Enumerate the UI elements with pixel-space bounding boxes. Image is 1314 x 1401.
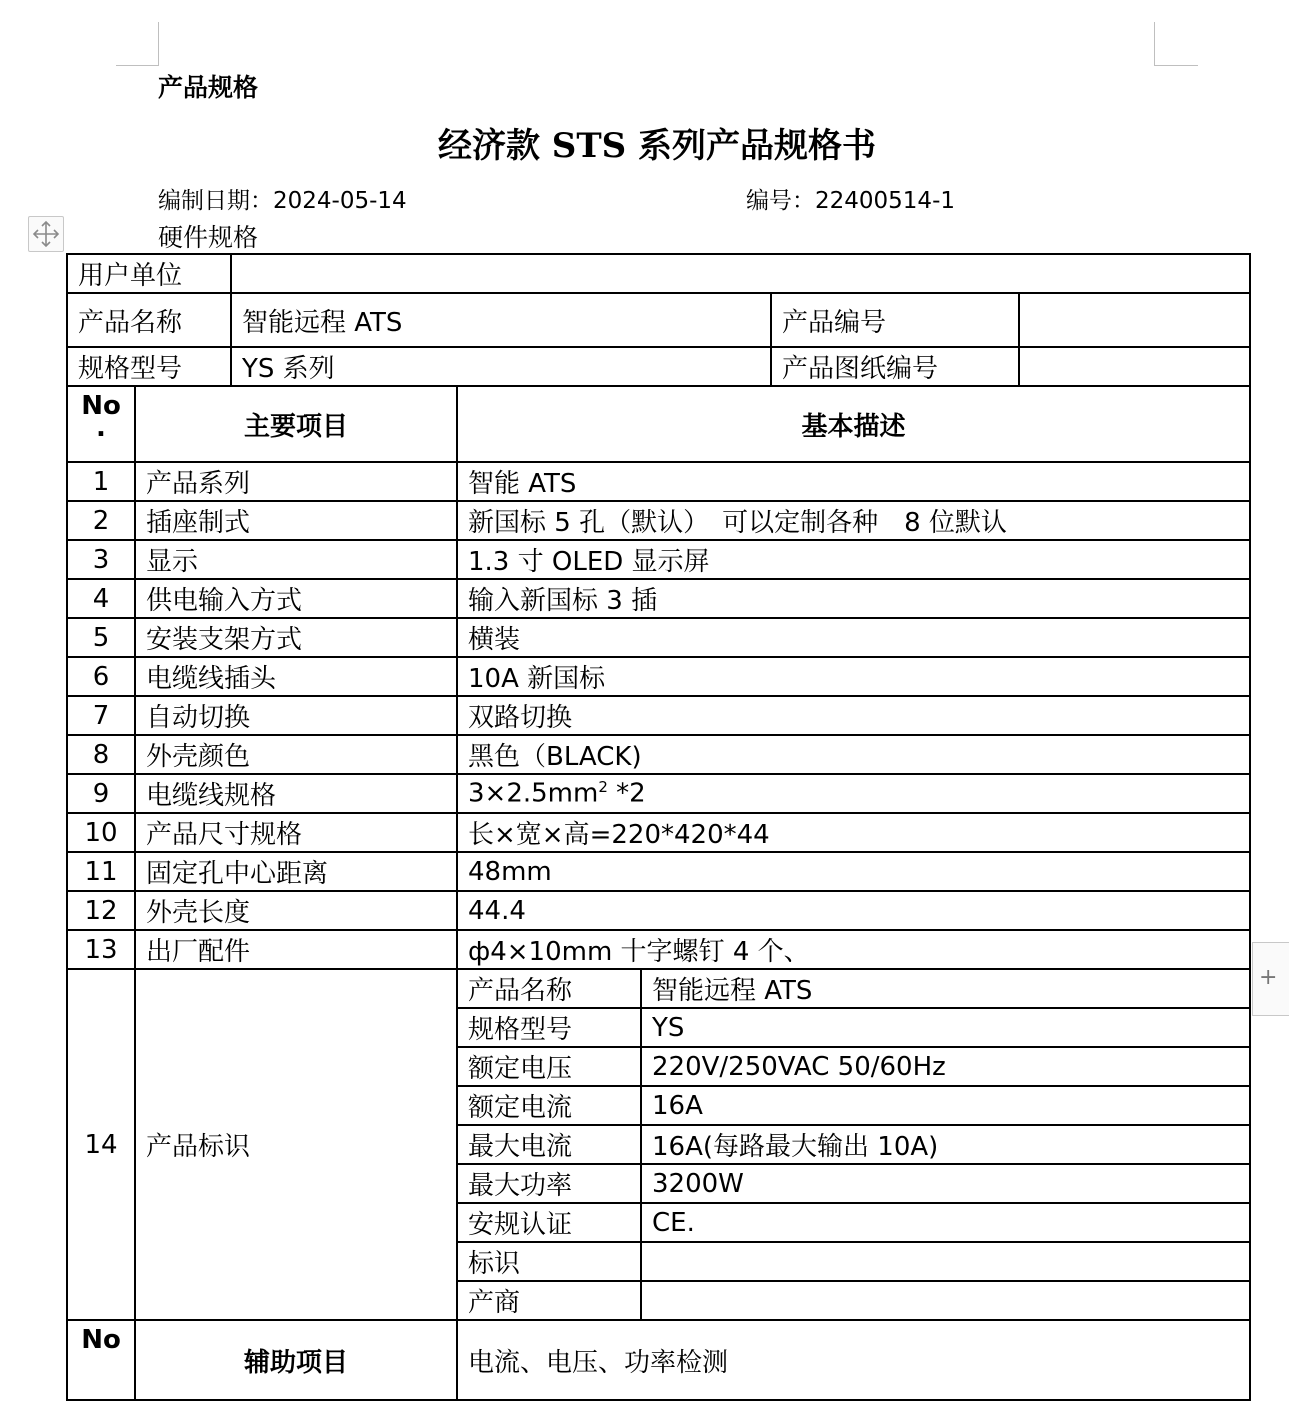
row-desc[interactable] — [457, 774, 1250, 813]
section-label: 产品规格 — [158, 73, 259, 102]
table-row — [67, 657, 1250, 696]
row-item: 产品标识 — [135, 969, 457, 1320]
label-field-value[interactable]: 16A(每路最大输出 10A) — [641, 1125, 1250, 1164]
row-item: 安装支架方式 — [135, 618, 457, 657]
col-header-no — [67, 386, 135, 462]
row-no: 3 — [67, 540, 135, 579]
label-field-row — [67, 969, 1250, 1008]
col-header-no-dot: . — [96, 413, 106, 443]
row-desc[interactable]: 黑色（BLACK) — [457, 735, 1250, 774]
product-info-table — [66, 253, 1251, 387]
compile-date: 编制日期：2024-05-14 — [158, 188, 407, 214]
row-desc[interactable]: 10A 新国标 — [457, 657, 1250, 696]
table-row — [67, 774, 1250, 813]
label-field-value[interactable]: 3200W — [641, 1164, 1250, 1203]
row-item: 产品系列 — [135, 462, 457, 501]
row-item: 自动切换 — [135, 696, 457, 735]
row-desc[interactable]: 长×宽×高=220*420*44 — [457, 813, 1250, 852]
page-corner-mark — [116, 65, 158, 66]
row-item: 电缆线插头 — [135, 657, 457, 696]
label-field-value[interactable]: YS — [641, 1008, 1250, 1047]
row-item: 电缆线规格 — [135, 774, 457, 813]
row-desc[interactable]: 新国标 5 孔（默认） 可以定制各种 8 位默认 — [457, 501, 1250, 540]
row-no: 1 — [67, 462, 135, 501]
hardware-spec-label: 硬件规格 — [158, 223, 259, 252]
plus-icon: + — [1259, 965, 1278, 990]
label-field-value[interactable]: 16A — [641, 1086, 1250, 1125]
row-desc[interactable]: 输入新国标 3 插 — [457, 579, 1250, 618]
row-item: 固定孔中心距离 — [135, 852, 457, 891]
row-desc[interactable]: 双路切换 — [457, 696, 1250, 735]
label-field-value[interactable] — [641, 1281, 1250, 1320]
table-row — [67, 579, 1250, 618]
model-value[interactable]: YS 系列 — [231, 347, 771, 386]
cable-spec-tail: *2 — [607, 778, 646, 809]
label-field-value[interactable]: CE. — [641, 1203, 1250, 1242]
row-item: 供电输入方式 — [135, 579, 457, 618]
aux-col-header-item: 辅助项目 — [135, 1320, 457, 1400]
row-no: 4 — [67, 579, 135, 618]
label-field-key: 产商 — [457, 1281, 641, 1320]
user-unit-label: 用户单位 — [67, 254, 231, 293]
row-desc[interactable]: 48mm — [457, 852, 1250, 891]
cable-spec-text: 3×2.5mm — [468, 778, 599, 809]
drawing-code-value[interactable] — [1019, 347, 1250, 386]
label-field-key: 额定电流 — [457, 1086, 641, 1125]
product-name-label: 产品名称 — [67, 293, 231, 347]
row-no: 10 — [67, 813, 135, 852]
table-row — [67, 696, 1250, 735]
table-row — [67, 540, 1250, 579]
page-corner-mark — [1154, 22, 1155, 66]
row-no: 6 — [67, 657, 135, 696]
label-field-key: 标识 — [457, 1242, 641, 1281]
label-field-key: 额定电压 — [457, 1047, 641, 1086]
row-item: 外壳颜色 — [135, 735, 457, 774]
model-label: 规格型号 — [67, 347, 231, 386]
row-item: 插座制式 — [135, 501, 457, 540]
label-field-key: 产品名称 — [457, 969, 641, 1008]
row-desc[interactable]: 智能 ATS — [457, 462, 1250, 501]
row-no: 9 — [67, 774, 135, 813]
page-corner-mark — [1154, 65, 1198, 66]
row-item: 出厂配件 — [135, 930, 457, 969]
row-no: 5 — [67, 618, 135, 657]
row-desc[interactable]: 44.4 — [457, 891, 1250, 930]
product-code-value[interactable] — [1019, 293, 1250, 347]
table-row — [67, 930, 1250, 969]
row-desc[interactable]: 横装 — [457, 618, 1250, 657]
table-row — [67, 813, 1250, 852]
row-item: 显示 — [135, 540, 457, 579]
row-desc[interactable]: 1.3 寸 OLED 显示屏 — [457, 540, 1250, 579]
row-no: 7 — [67, 696, 135, 735]
add-row-button[interactable] — [1252, 942, 1289, 1016]
row-no: 14 — [67, 969, 135, 1320]
row-no: 11 — [67, 852, 135, 891]
label-field-value[interactable]: 智能远程 ATS — [641, 969, 1250, 1008]
label-field-key: 最大电流 — [457, 1125, 641, 1164]
label-field-key: 安规认证 — [457, 1203, 641, 1242]
table-row — [67, 852, 1250, 891]
row-no: 12 — [67, 891, 135, 930]
col-header-desc: 基本描述 — [457, 386, 1250, 462]
move-icon — [29, 217, 63, 251]
table-row — [67, 618, 1250, 657]
label-field-value[interactable]: 220V/250VAC 50/60Hz — [641, 1047, 1250, 1086]
page-corner-mark — [158, 22, 159, 66]
label-field-key: 规格型号 — [457, 1008, 641, 1047]
user-unit-value[interactable] — [231, 254, 1250, 293]
document-title: 经济款 STS 系列产品规格书 — [437, 126, 877, 166]
label-field-value[interactable] — [641, 1242, 1250, 1281]
row-no: 2 — [67, 501, 135, 540]
table-row — [67, 891, 1250, 930]
document-number: 编号：22400514-1 — [746, 188, 955, 214]
table-row — [67, 735, 1250, 774]
col-header-no-text: No — [81, 391, 121, 421]
aux-col-header-desc[interactable]: 电流、电压、功率检测 — [457, 1320, 1250, 1400]
spec-table — [66, 385, 1251, 1401]
row-no: 8 — [67, 735, 135, 774]
aux-col-header-no: No — [67, 1320, 135, 1400]
table-move-handle[interactable] — [28, 216, 64, 252]
label-field-key: 最大功率 — [457, 1164, 641, 1203]
table-row — [67, 462, 1250, 501]
row-item: 外壳长度 — [135, 891, 457, 930]
product-code-label: 产品编号 — [771, 293, 1019, 347]
table-row — [67, 501, 1250, 540]
col-header-item: 主要项目 — [135, 386, 457, 462]
row-item: 产品尺寸规格 — [135, 813, 457, 852]
drawing-code-label: 产品图纸编号 — [771, 347, 1019, 386]
row-desc[interactable]: ф4×10mm 十字螺钉 4 个、 — [457, 930, 1250, 969]
cable-spec-sup: 2 — [598, 778, 608, 797]
product-name-value[interactable]: 智能远程 ATS — [231, 293, 771, 347]
row-no: 13 — [67, 930, 135, 969]
